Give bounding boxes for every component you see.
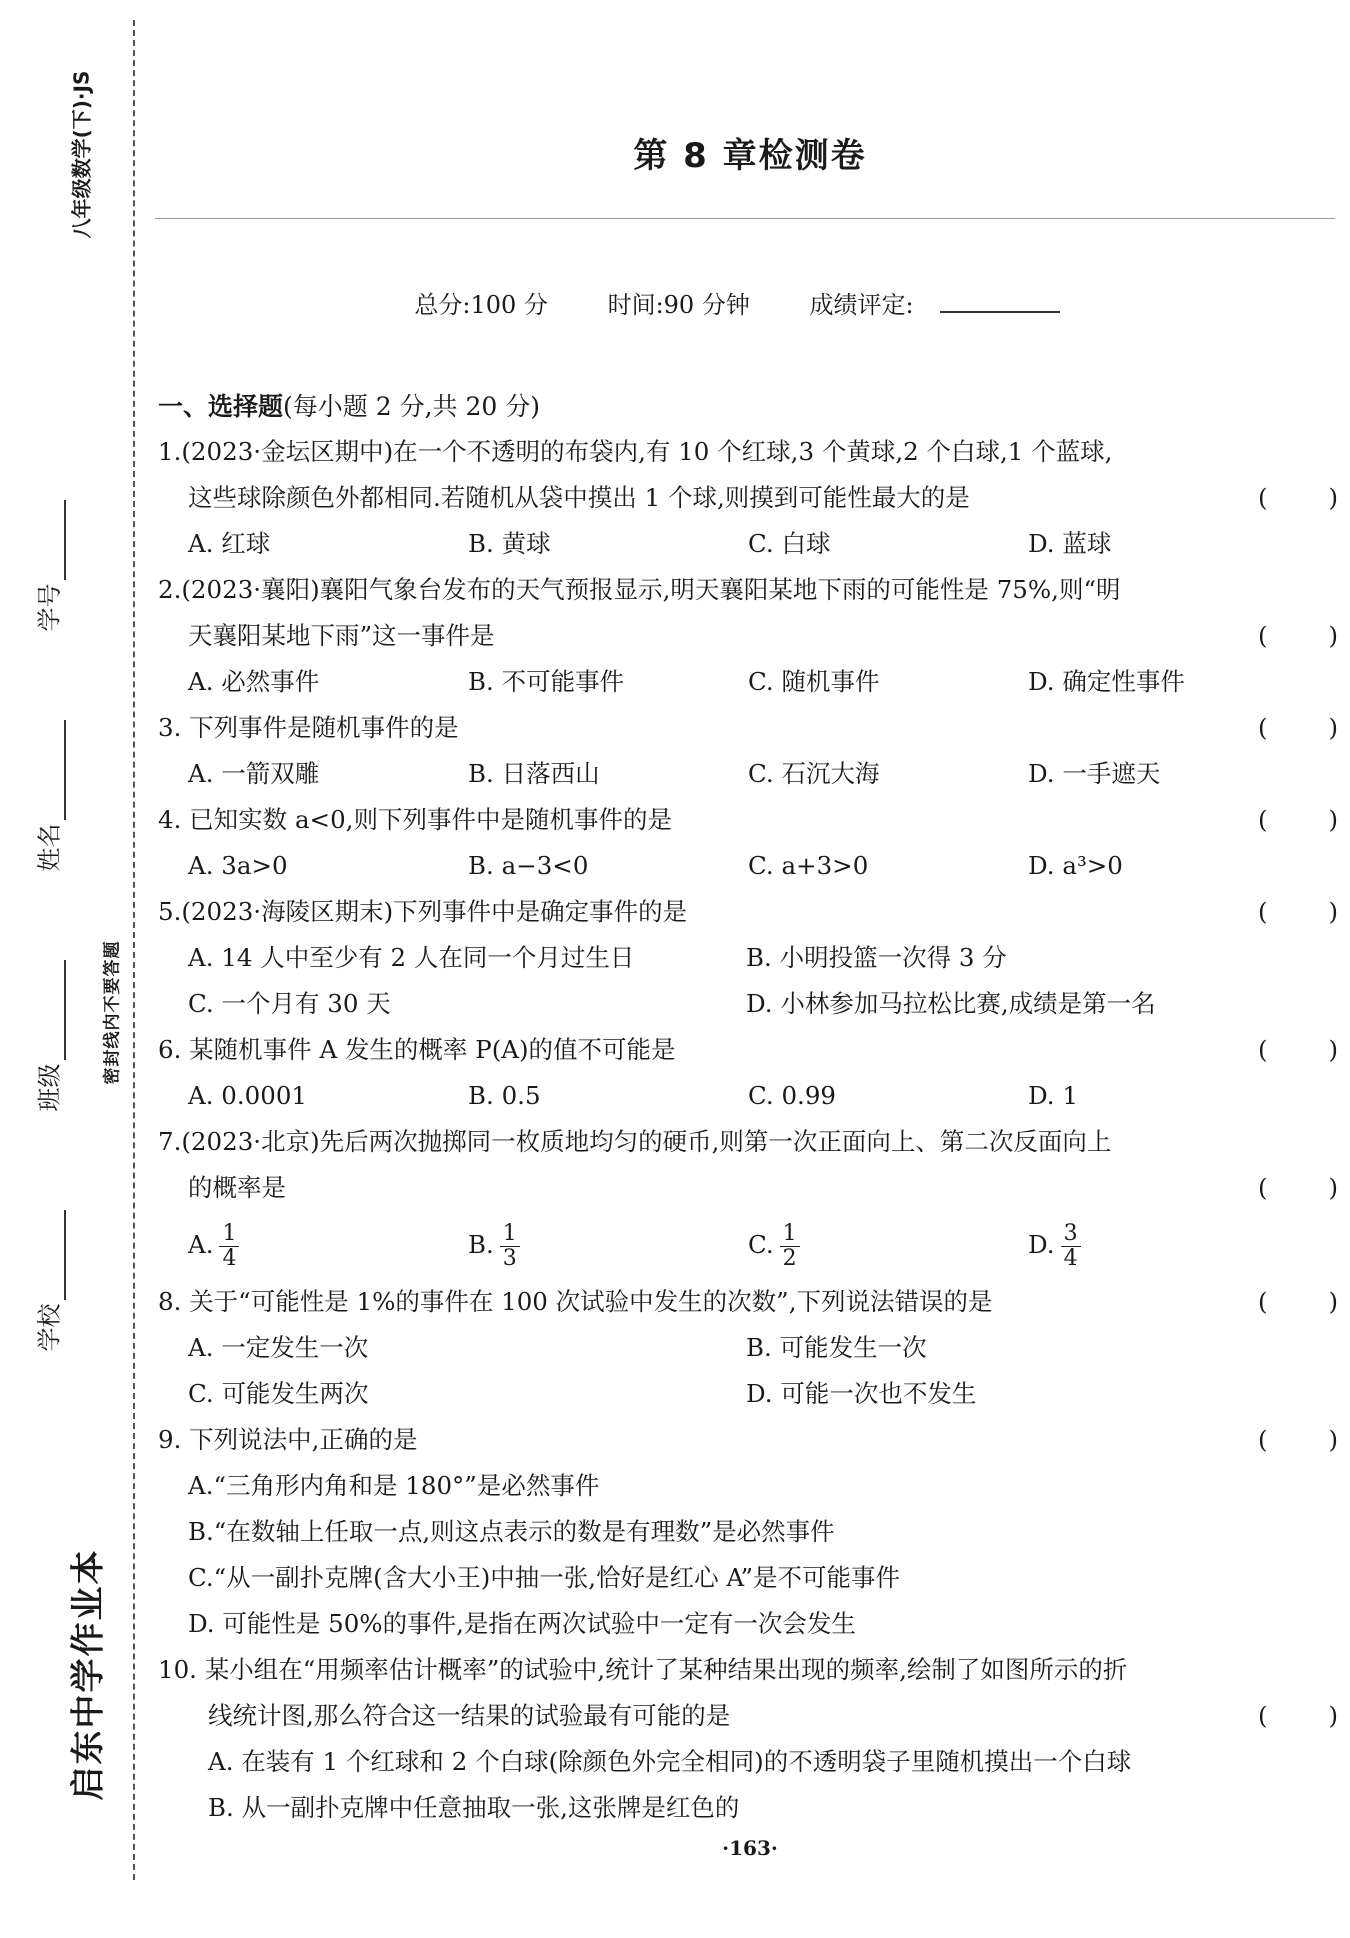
score-info — [150, 285, 1350, 320]
denominator: 3 — [502, 1246, 517, 1271]
question-4 — [158, 797, 1338, 889]
paren-right: ) — [1328, 1425, 1338, 1454]
question-8 — [158, 1279, 1338, 1417]
option-label: D. — [1028, 1230, 1055, 1259]
school-line[interactable] — [64, 1210, 66, 1300]
question-text-cont: 线统计图,那么符合这一结果的试验最有可能的是 — [208, 1701, 731, 1730]
question-text — [158, 705, 1338, 751]
fraction — [219, 1222, 239, 1271]
denominator: 4 — [222, 1246, 237, 1271]
option-a[interactable]: A. 红球 — [188, 529, 271, 558]
question-text-main: 3. 下列事件是随机事件的是 — [158, 713, 459, 742]
paren-right: ) — [1328, 621, 1338, 650]
option-a[interactable]: A. 必然事件 — [188, 667, 320, 696]
question-text — [158, 1417, 1338, 1463]
option-a[interactable]: A. 0.0001 — [188, 1081, 307, 1110]
paren-right: ) — [1328, 1287, 1338, 1316]
question-text-cont: 天襄阳某地下雨”这一事件是 — [188, 621, 495, 650]
answer-parentheses[interactable] — [1258, 705, 1338, 751]
question-text-cont: 的概率是 — [188, 1173, 286, 1202]
option-c[interactable]: C. 一个月有 30 天 — [188, 989, 391, 1018]
seal-warning: 密封线内不要答题 — [102, 940, 123, 1085]
name-label: 姓名 — [35, 823, 64, 872]
options-row — [158, 1211, 1338, 1279]
option-a[interactable]: A. 3a>0 — [188, 851, 288, 880]
paren-left: ( — [1258, 1701, 1268, 1730]
paren-left: ( — [1258, 897, 1268, 926]
question-text: 2.(2023·襄阳)襄阳气象台发布的天气预报显示,明天襄阳某地下雨的可能性是 75%,则“明 — [158, 575, 1121, 604]
option-b[interactable] — [468, 1211, 520, 1279]
option-d[interactable]: D. 可能一次也不发生 — [746, 1379, 977, 1408]
options-row — [158, 935, 1338, 981]
numerator: 1 — [500, 1222, 520, 1247]
option-c[interactable]: C. 随机事件 — [748, 667, 880, 696]
question-2 — [158, 567, 1338, 705]
question-text-main: 5.(2023·海陵区期末)下列事件中是确定事件的是 — [158, 897, 688, 926]
option-label: C. — [748, 1230, 774, 1259]
student-id-line[interactable] — [64, 500, 66, 580]
paren-right: ) — [1328, 897, 1338, 926]
option-d[interactable] — [1028, 1211, 1081, 1279]
option-a[interactable] — [188, 1211, 239, 1279]
answer-parentheses[interactable] — [1258, 1417, 1338, 1463]
section-note: (每小题 2 分,共 20 分) — [283, 392, 540, 421]
answer-parentheses[interactable] — [1258, 613, 1338, 659]
numerator: 1 — [219, 1222, 239, 1247]
numerator: 3 — [1061, 1222, 1081, 1247]
option-b[interactable]: B. 日落西山 — [468, 759, 600, 788]
exam-time: 时间:90 分钟 — [607, 291, 750, 319]
class-line[interactable] — [64, 960, 66, 1060]
answer-parentheses[interactable] — [1258, 1693, 1338, 1739]
option-d[interactable]: D. 可能性是 50%的事件,是指在两次试验中一定有一次会发生 — [188, 1609, 856, 1638]
name-line[interactable] — [64, 720, 66, 820]
question-text: 7.(2023·北京)先后两次抛掷同一枚质地均匀的硬币,则第一次正面向上、第二次反面向上 — [158, 1127, 1112, 1156]
question-10 — [158, 1647, 1338, 1831]
question-3 — [158, 705, 1338, 797]
options-row — [158, 981, 1338, 1027]
question-text-main: 8. 关于“可能性是 1%的事件在 100 次试验中发生的次数”,下列说法错误的是 — [158, 1287, 993, 1316]
paren-left: ( — [1258, 805, 1268, 834]
paren-right: ) — [1328, 483, 1338, 512]
school-name: 启东中学作业本 — [68, 1548, 109, 1801]
paren-left: ( — [1258, 713, 1268, 742]
fraction — [780, 1222, 800, 1271]
option-c[interactable]: C. 可能发生两次 — [188, 1379, 369, 1408]
question-text: 10. 某小组在“用频率估计概率”的试验中,统计了某种结果出现的频率,绘制了如图所示的折 — [158, 1655, 1128, 1684]
option-b[interactable]: B.“在数轴上任取一点,则这点表示的数是有理数”是必然事件 — [188, 1517, 835, 1546]
option-c[interactable]: C. 0.99 — [748, 1081, 836, 1110]
student-id-label: 学号 — [35, 583, 64, 632]
question-list — [158, 385, 1338, 1831]
paren-right: ) — [1328, 1173, 1338, 1202]
option-b[interactable]: B. 不可能事件 — [468, 667, 625, 696]
option-d[interactable]: D. 蓝球 — [1028, 529, 1112, 558]
paren-left: ( — [1258, 1035, 1268, 1064]
paren-left: ( — [1258, 483, 1268, 512]
question-text-main: 6. 某随机事件 A 发生的概率 P(A)的值不可能是 — [158, 1035, 676, 1064]
fraction — [500, 1222, 520, 1271]
option-a[interactable]: A. 在装有 1 个红球和 2 个白球(除颜色外完全相同)的不透明袋子里随机摸出一个白球 — [208, 1747, 1132, 1776]
question-text-main: 9. 下列说法中,正确的是 — [158, 1425, 418, 1454]
paren-left: ( — [1258, 1425, 1268, 1454]
paren-right: ) — [1328, 805, 1338, 834]
denominator: 4 — [1063, 1246, 1078, 1271]
options-row — [158, 659, 1338, 705]
paren-right: ) — [1328, 713, 1338, 742]
option-label: A. — [188, 1230, 214, 1259]
options-row — [158, 521, 1338, 567]
paren-left: ( — [1258, 1287, 1268, 1316]
option-b[interactable]: B. 0.5 — [468, 1081, 541, 1110]
grade-blank[interactable] — [940, 289, 1060, 313]
grade-label: 成绩评定: — [809, 291, 914, 319]
option-b[interactable]: B. 小明投篮一次得 3 分 — [746, 943, 1007, 972]
class-label: 班级 — [35, 1063, 64, 1112]
question-text-main: 4. 已知实数 a<0,则下列事件中是随机事件的是 — [158, 805, 672, 834]
answer-parentheses[interactable] — [1258, 1279, 1338, 1325]
answer-parentheses[interactable] — [1258, 797, 1338, 843]
question-text — [158, 1027, 1338, 1073]
question-text-cont: 这些球除颜色外都相同.若随机从袋中摸出 1 个球,则摸到可能性最大的是 — [188, 483, 970, 512]
option-a[interactable]: A. 一箭双雕 — [188, 759, 320, 788]
question-6 — [158, 1027, 1338, 1119]
question-text — [158, 1693, 1338, 1739]
option-c[interactable]: C. 石沉大海 — [748, 759, 880, 788]
option-b[interactable]: B. a−3<0 — [468, 851, 589, 880]
question-text — [158, 1165, 1338, 1211]
question-9 — [158, 1417, 1338, 1647]
question-1 — [158, 429, 1338, 567]
option-a[interactable]: A. 一定发生一次 — [188, 1333, 369, 1362]
option-b[interactable]: B. 黄球 — [468, 529, 551, 558]
grade-assessment — [809, 291, 1085, 319]
numerator: 1 — [780, 1222, 800, 1247]
section-heading — [158, 385, 1338, 429]
question-text — [158, 475, 1338, 521]
fraction — [1061, 1222, 1081, 1271]
total-score: 总分:100 分 — [414, 291, 548, 319]
section-title: 一、选择题 — [158, 392, 284, 421]
question-5 — [158, 889, 1338, 1027]
paren-left: ( — [1258, 621, 1268, 650]
book-title: 八年级数学(下)·JS — [69, 70, 94, 239]
option-d[interactable]: D. 一手遮天 — [1028, 759, 1161, 788]
question-text — [158, 797, 1338, 843]
page-number: ·163· — [722, 1836, 778, 1860]
options-row — [158, 751, 1338, 797]
question-text — [158, 1279, 1338, 1325]
school-label: 学校 — [35, 1303, 64, 1352]
option-c[interactable]: C. a+3>0 — [748, 851, 869, 880]
answer-parentheses[interactable] — [1258, 1165, 1338, 1211]
option-b[interactable]: B. 从一副扑克牌中任意抽取一张,这张牌是红色的 — [208, 1793, 740, 1822]
page-title: 第 8 章检测卷 — [633, 136, 867, 176]
answer-parentheses[interactable] — [1258, 475, 1338, 521]
option-d[interactable]: D. 1 — [1028, 1081, 1078, 1110]
options-row — [158, 1325, 1338, 1371]
question-text: 1.(2023·金坛区期中)在一个不透明的布袋内,有 10 个红球,3 个黄球,2 个白球,1 个蓝球, — [158, 437, 1113, 466]
option-c[interactable]: C.“从一副扑克牌(含大小王)中抽一张,恰好是红心 A”是不可能事件 — [188, 1563, 900, 1592]
answer-parentheses[interactable] — [1258, 1027, 1338, 1073]
options-row — [158, 843, 1338, 889]
option-c[interactable] — [748, 1211, 800, 1279]
option-a[interactable]: A. 14 人中至少有 2 人在同一个月过生日 — [188, 943, 635, 972]
option-d[interactable]: D. 小林参加马拉松比赛,成绩是第一名 — [746, 989, 1156, 1018]
option-d[interactable]: D. 确定性事件 — [1028, 667, 1185, 696]
question-text — [158, 889, 1338, 935]
option-a[interactable]: A.“三角形内角和是 180°”是必然事件 — [188, 1471, 600, 1500]
title-divider — [155, 218, 1335, 219]
question-text — [158, 613, 1338, 659]
binding-margin — [0, 0, 150, 1938]
paren-left: ( — [1258, 1173, 1268, 1202]
options-row — [158, 1371, 1338, 1417]
option-d[interactable]: D. a³>0 — [1028, 851, 1123, 880]
paren-right: ) — [1328, 1035, 1338, 1064]
option-c[interactable]: C. 白球 — [748, 529, 831, 558]
denominator: 2 — [782, 1246, 797, 1271]
seal-dashed-line — [133, 20, 135, 1880]
option-label: B. — [468, 1230, 494, 1259]
options-row — [158, 1073, 1338, 1119]
answer-parentheses[interactable] — [1258, 889, 1338, 935]
question-7 — [158, 1119, 1338, 1279]
option-b[interactable]: B. 可能发生一次 — [746, 1333, 927, 1362]
paren-right: ) — [1328, 1701, 1338, 1730]
